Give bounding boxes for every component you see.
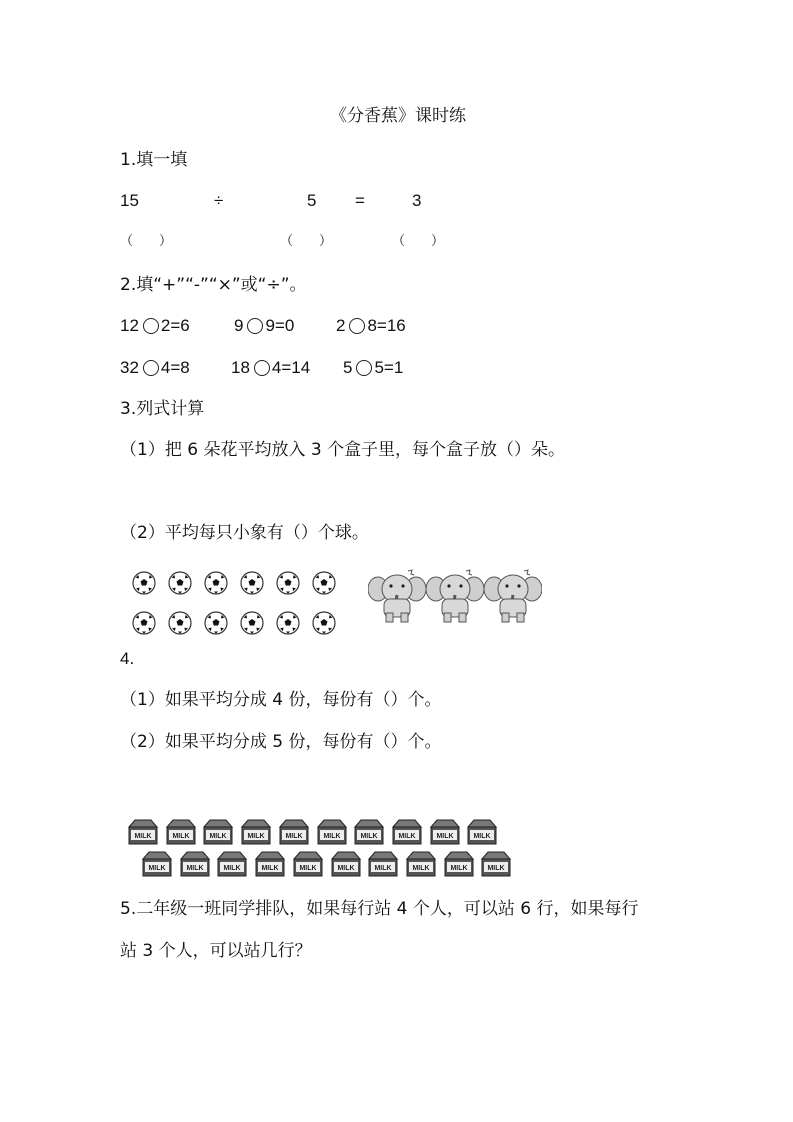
svg-text:MILK: MILK: [261, 865, 279, 872]
milk-carton-icon: [292, 851, 324, 877]
q4-part-2: （2）如果平均分成 5 份，每份有（）个。: [120, 732, 442, 752]
q5-question-line-1: 5.二年级一班同学排队，如果每行站 4 个人，可以站 6 行，如果每行: [120, 899, 639, 919]
svg-text:MILK: MILK: [223, 865, 241, 872]
q2-expression: [120, 316, 190, 336]
svg-text:MILK: MILK: [172, 833, 190, 840]
milk-carton-icon: [216, 851, 248, 877]
operator-circle[interactable]: [247, 318, 263, 334]
svg-text:MILK: MILK: [487, 865, 505, 872]
q2-right-side: 4=8: [160, 358, 190, 377]
q2-left-operand: 2: [336, 316, 346, 335]
milk-carton-icon: [353, 819, 385, 845]
q2-left-operand: 32: [120, 358, 139, 377]
q2-expression: [234, 316, 294, 336]
soccer-ball-icon: [168, 571, 192, 595]
svg-text:MILK: MILK: [398, 833, 416, 840]
milk-carton-icon: [127, 819, 159, 845]
svg-text:MILK: MILK: [209, 833, 227, 840]
soccer-ball-icon: [312, 571, 336, 595]
q4-heading: 4.: [120, 649, 135, 668]
operator-circle[interactable]: [254, 360, 270, 376]
soccer-ball-icon: [204, 611, 228, 635]
svg-text:MILK: MILK: [360, 833, 378, 840]
svg-text:MILK: MILK: [322, 833, 341, 840]
q1-answer-blank-2[interactable]: （ ）: [280, 234, 333, 249]
q1-number-3: 3: [412, 191, 422, 210]
svg-text:MILK: MILK: [186, 865, 204, 872]
soccer-ball-icon: [276, 571, 300, 595]
soccer-ball-icon: [240, 571, 264, 595]
milk-carton-icon: [443, 851, 475, 877]
milk-carton-icon: [179, 851, 211, 877]
q1-divide-sign: ÷: [214, 191, 224, 210]
svg-text:MILK: MILK: [134, 833, 152, 840]
q1-answer-blank-1[interactable]: （ ）: [120, 234, 173, 249]
milk-carton-icon: [254, 851, 286, 877]
q1-number-15: 15: [120, 191, 139, 210]
q2-right-side: 9=0: [265, 316, 295, 335]
q2-left-operand: 12: [120, 316, 139, 335]
svg-text:MILK: MILK: [473, 833, 491, 840]
q2-expression: [336, 316, 406, 336]
q2-left-operand: 9: [234, 316, 244, 335]
operator-circle[interactable]: [143, 318, 159, 334]
q1-number-5: 5: [307, 191, 317, 210]
q1-equals-sign: =: [355, 191, 365, 210]
milk-carton-icon: [202, 819, 234, 845]
milk-carton-icon: [316, 819, 348, 845]
q2-left-operand: 18: [231, 358, 250, 377]
milk-carton-icon: [330, 851, 362, 877]
svg-text:MILK: MILK: [436, 833, 454, 840]
q3-heading: 3.列式计算: [120, 399, 205, 419]
soccer-ball-icon: [132, 611, 156, 635]
milk-carton-icon: [367, 851, 399, 877]
svg-text:MILK: MILK: [148, 865, 166, 872]
milk-carton-icon: [141, 851, 173, 877]
q2-right-side: 8=16: [367, 316, 406, 335]
milk-carton-icon: [278, 819, 310, 845]
q2-right-side: 4=14: [271, 358, 311, 377]
q3-part-2: （2）平均每只小象有（）个球。: [120, 523, 369, 543]
svg-text:MILK: MILK: [336, 865, 355, 872]
svg-text:MILK: MILK: [412, 865, 430, 872]
q2-right-side: 5=1: [374, 358, 404, 377]
page-title: 《分香蕉》课时练: [330, 106, 466, 126]
soccer-ball-icon: [240, 611, 264, 635]
q2-expression: [343, 358, 403, 378]
svg-text:MILK: MILK: [450, 865, 468, 872]
q5-question-line-2: 站 3 个人，可以站几行？: [120, 941, 312, 961]
svg-text:MILK: MILK: [285, 833, 303, 840]
soccer-ball-icon: [276, 611, 300, 635]
svg-text:MILK: MILK: [299, 865, 317, 872]
milk-carton-icon: [391, 819, 423, 845]
soccer-ball-icon: [168, 611, 192, 635]
q2-right-side: 2=6: [160, 316, 190, 335]
milk-carton-icon: [405, 851, 437, 877]
milk-carton-icon: [240, 819, 272, 845]
operator-circle[interactable]: [356, 360, 372, 376]
q2-left-operand: 5: [343, 358, 353, 377]
svg-text:MILK: MILK: [247, 833, 265, 840]
q4-part-1: （1）如果平均分成 4 份，每份有（）个。: [120, 690, 442, 710]
soccer-ball-icon: [312, 611, 336, 635]
svg-text:MILK: MILK: [374, 865, 392, 872]
milk-carton-icon: [429, 819, 461, 845]
milk-carton-icon: [165, 819, 197, 845]
milk-carton-icon: [466, 819, 498, 845]
q2-expression: [120, 358, 190, 378]
milk-carton-icon: [480, 851, 512, 877]
operator-circle[interactable]: [349, 318, 365, 334]
q3-part-1: （1）把 6 朵花平均放入 3 个盒子里，每个盒子放（）朵。: [120, 440, 566, 460]
elephant-icon: [484, 569, 542, 623]
q2-expression: [231, 358, 310, 378]
elephant-icon: [426, 569, 484, 623]
soccer-ball-icon: [132, 571, 156, 595]
q1-heading: 1.填一填: [120, 150, 188, 170]
elephant-icon: [368, 569, 426, 623]
q1-answer-blank-3[interactable]: （ ）: [392, 234, 445, 249]
soccer-ball-icon: [204, 571, 228, 595]
q2-heading: 2.填“+”“-”“×”或“÷”。: [120, 275, 307, 295]
operator-circle[interactable]: [143, 360, 159, 376]
